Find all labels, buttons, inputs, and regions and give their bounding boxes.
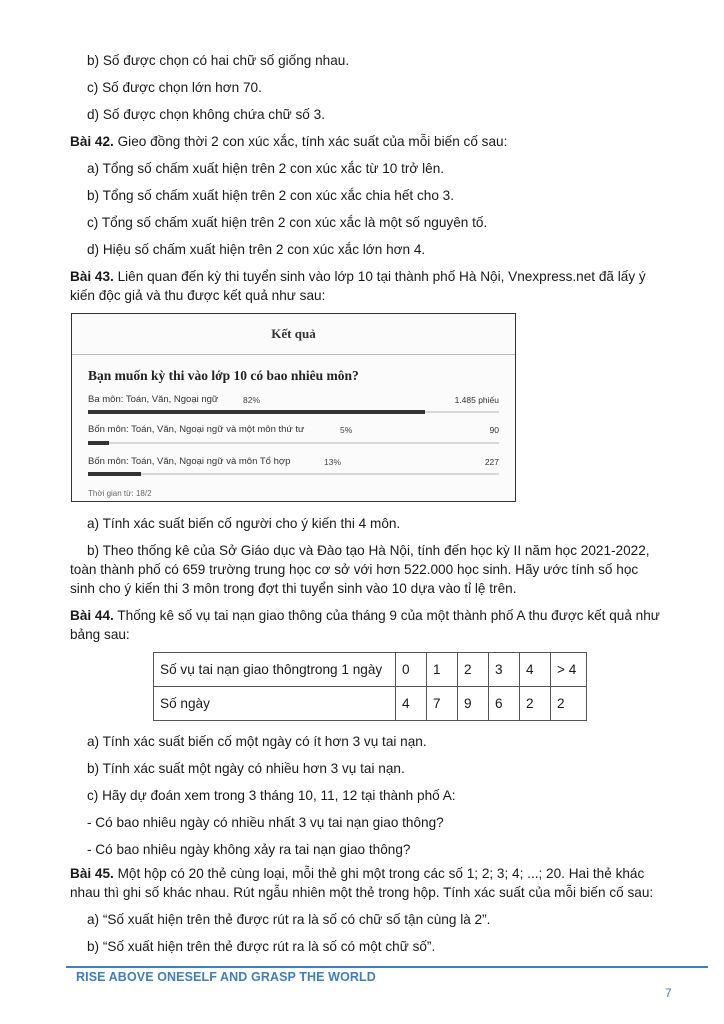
- poll-option-fill: [88, 441, 109, 445]
- exercise-43-b-line3: sinh cho ý kiến thi 3 môn trong đợt thi tuyển sinh vào 10 dựa vào tỉ lệ trên.: [70, 581, 517, 596]
- exercise-44-continuation: bảng sau:: [70, 627, 130, 642]
- exercise-43-a: a) Tính xác suất biến cố người cho ý kiến thi 4 môn.: [87, 516, 401, 531]
- table-cell: 0: [396, 653, 427, 687]
- exercise-43-text: Liên quan đến kỳ thi tuyển sinh vào lớp 10 tại thành phố Hà Nội, Vnexpress.net đã lấy ý: [113, 269, 646, 284]
- poll-option-votes: 227: [484, 457, 499, 467]
- table-cell: 2: [551, 687, 587, 721]
- footer-rule: [66, 966, 708, 968]
- exercise-43-continuation: kiến độc giả và thu được kết quả như sau:: [70, 288, 326, 303]
- exercise-44-text: Thống kê số vụ tai nạn giao thông của tháng 9 của một thành phố A thu được kết quả như: [113, 608, 660, 623]
- poll-divider: [72, 354, 515, 355]
- exercise-43-b-line1: b) Theo thống kê của Sở Giáo dục và Đào tạo Hà Nội, tính đến học kỳ II năm học 2021-2022,: [87, 543, 650, 558]
- poll-question: Bạn muốn kỳ thi vào lớp 10 có bao nhiêu môn?: [88, 368, 359, 383]
- exercise-43-label: Bài 43.: [70, 269, 114, 284]
- table-cell: 9: [458, 687, 489, 721]
- table-cell: 6: [489, 687, 520, 721]
- poll-time: Thời gian từ: 18/2: [88, 489, 152, 498]
- exercise-41-b: b) Số được chọn có hai chữ số giống nhau.: [87, 53, 350, 68]
- accident-table: [153, 652, 587, 721]
- poll-result-image: [71, 313, 516, 502]
- table-cell: 1: [427, 653, 458, 687]
- exercise-45-b: b) “Số xuất hiện trên thẻ được rút ra là số có một chữ số”.: [87, 939, 436, 954]
- poll-title: Kết quả: [271, 326, 316, 341]
- exercise-44-c-2: - Có bao nhiêu ngày không xảy ra tai nạn giao thông?: [87, 842, 411, 857]
- table-cell: 7: [427, 687, 458, 721]
- table-cell: 4: [520, 653, 551, 687]
- exercise-42-c: c) Tổng số chấm xuất hiện trên 2 con xúc xắc là một số nguyên tố.: [87, 215, 488, 230]
- table-row-header: Số vụ tai nạn giao thôngtrong 1 ngày: [154, 653, 396, 687]
- table-row: [154, 653, 587, 687]
- exercise-45-heading: [70, 865, 644, 883]
- exercise-42-a: a) Tổng số chấm xuất hiện trên 2 con xúc xắc từ 10 trở lên.: [87, 161, 445, 176]
- exercise-42-text: Gieo đồng thời 2 con xúc xắc, tính xác suất của mỗi biến cố sau:: [113, 134, 508, 149]
- exercise-45-continuation: nhau thì ghi số khác nhau. Rút ngẫu nhiên một thẻ trong hộp. Tính xác suất của mỗi biến cố sau:: [70, 885, 654, 900]
- exercise-41-c: c) Số được chọn lớn hơn 70.: [87, 80, 262, 95]
- poll-option-percent: 5%: [340, 425, 353, 435]
- table-cell: > 4: [551, 653, 587, 687]
- table-cell: 2: [520, 687, 551, 721]
- poll-option-votes: 1.485 phiếu: [454, 395, 499, 405]
- exercise-43-b-line2: toàn thành phố có 659 trường trung học cơ sở với hơn 522.000 học sinh. Hãy ước tính số học: [70, 562, 639, 577]
- footer-slogan: RISE ABOVE ONESELF AND GRASP THE WORLD: [76, 970, 376, 984]
- poll-option-label: Bốn môn: Toán, Văn, Ngoại ngữ và một môn thứ tư: [88, 424, 305, 435]
- poll-option-votes: 90: [489, 425, 499, 435]
- exercise-45-text: Một hộp có 20 thẻ cùng loại, mỗi thẻ ghi một trong các số 1; 2; 3; 4; ...; 20. Hai thẻ khác: [113, 866, 645, 881]
- exercise-42-b: b) Tổng số chấm xuất hiện trên 2 con xúc xắc chia hết cho 3.: [87, 188, 454, 203]
- exercise-44-b: b) Tính xác suất một ngày có nhiều hơn 3 vụ tai nạn.: [87, 761, 405, 776]
- table-cell: 2: [458, 653, 489, 687]
- table-row-header: Số ngày: [154, 687, 396, 721]
- poll-option-bar: [88, 442, 499, 444]
- poll-option-label: Ba môn: Toán, Văn, Ngoại ngữ: [88, 394, 219, 405]
- exercise-44-a: a) Tính xác suất biến cố một ngày có ít hơn 3 vụ tai nạn.: [87, 734, 427, 749]
- table-cell: 3: [489, 653, 520, 687]
- table-cell: 4: [396, 687, 427, 721]
- poll-option-fill: [88, 472, 141, 476]
- exercise-44-heading: [70, 607, 660, 625]
- poll-option-bar: [88, 411, 499, 413]
- exercise-41-d: d) Số được chọn không chứa chữ số 3.: [87, 107, 325, 122]
- poll-option-label: Bốn môn: Toán, Văn, Ngoại ngữ và môn Tổ hợp: [88, 456, 291, 467]
- exercise-42-label: Bài 42.: [70, 134, 114, 149]
- exercise-42-heading: [70, 133, 507, 151]
- exercise-44-c-1: - Có bao nhiêu ngày có nhiều nhất 3 vụ tai nạn giao thông?: [87, 815, 444, 830]
- poll-option-fill: [88, 410, 425, 414]
- page-number: 7: [665, 986, 672, 1000]
- exercise-45-a: a) “Số xuất hiện trên thẻ được rút ra là số có chữ số tận cùng là 2”.: [87, 912, 491, 927]
- exercise-45-label: Bài 45.: [70, 866, 114, 881]
- exercise-44-c: c) Hãy dự đoán xem trong 3 tháng 10, 11, 12 tại thành phố A:: [87, 788, 456, 803]
- exercise-44-label: Bài 44.: [70, 608, 114, 623]
- exercise-42-d: d) Hiệu số chấm xuất hiện trên 2 con xúc xắc lớn hơn 4.: [87, 242, 426, 257]
- poll-option-bar: [88, 473, 499, 475]
- table-row: [154, 687, 587, 721]
- exercise-43-heading: [70, 268, 646, 286]
- poll-option-percent: 13%: [324, 457, 342, 467]
- poll-option-percent: 82%: [243, 395, 261, 405]
